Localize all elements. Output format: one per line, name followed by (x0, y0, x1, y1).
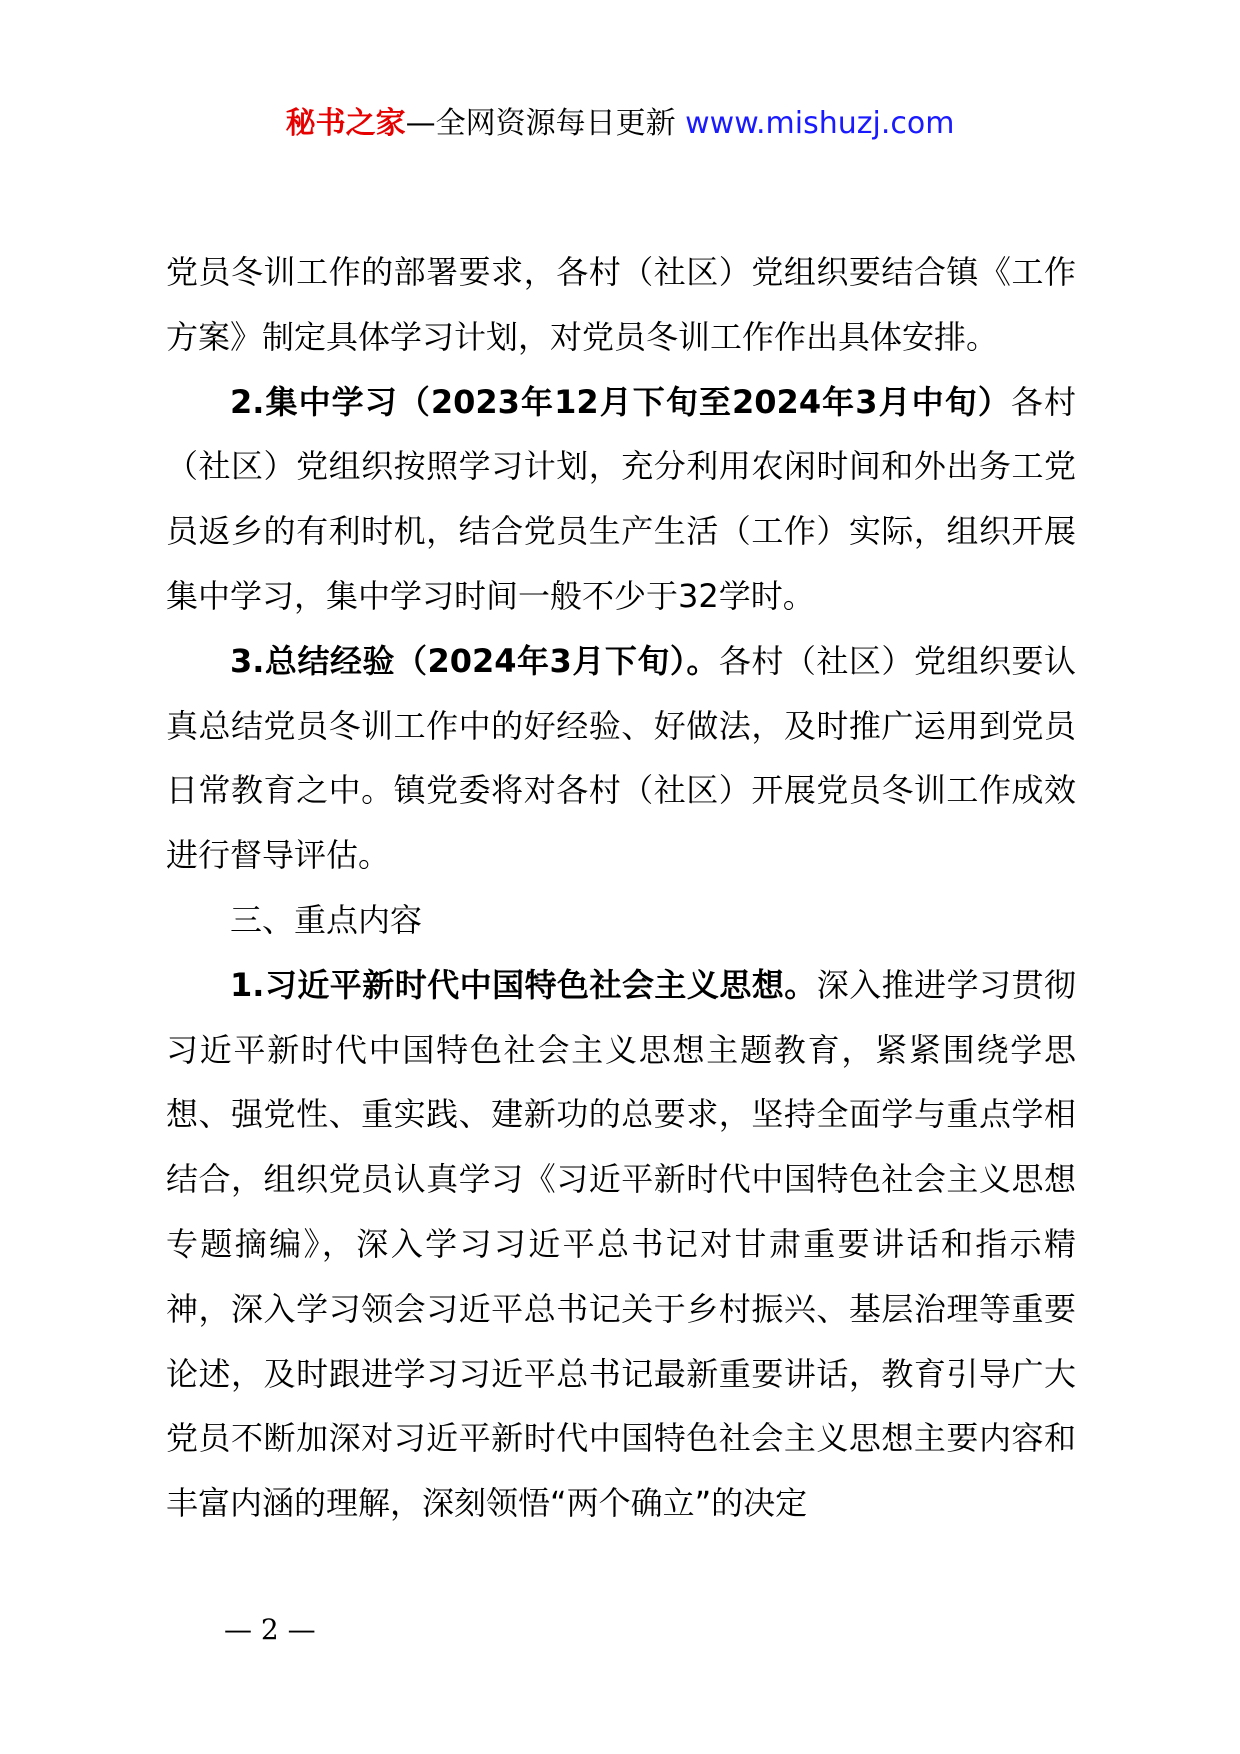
paragraph-4-heading: 1.习近平新时代中国特色社会主义思想。 (230, 965, 817, 1004)
site-header (0, 104, 1240, 144)
site-slogan: —全网资源每日更新 (405, 106, 686, 141)
paragraph-4-text: 深入推进学习贯彻习近平新时代中国特色社会主义思想主题教育，紧紧围绕学思想、强党性、重实践、建新功的总要求，坚持全面学与重点学相结合，组织党员认真学习《习近平新时代中国特色社会主义思想专题摘编》，深入学习习近平总书记对甘肃重要讲话和指示精神，深入学习领会习近平总书记关于乡村振兴、基层治理等重要论述，及时跟进学习习近平总书记最新重要讲话，教育引导广大党员不断加深对习近平新时代中国特色社会主义思想主要内容和丰富内涵的理解，深刻领悟“两个确立”的决定 (166, 965, 1076, 1523)
paragraph-2 (166, 370, 1076, 629)
document-body (166, 240, 1076, 1536)
paragraph-2-heading: 2.集中学习（2023年12月下旬至2024年3月中旬） (230, 382, 1011, 421)
paragraph-3 (166, 629, 1076, 888)
page-number: — 2 — (224, 1613, 316, 1646)
section-heading: 三、重点内容 (230, 900, 423, 939)
paragraph-4 (166, 953, 1076, 1536)
paragraph-2-text: 各村（社区）党组织按照学习计划，充分利用农闲时间和外出务工党员返乡的有利时机，结合党员生产生活（工作）实际，组织开展集中学习，集中学习时间一般不少于32学时。 (166, 382, 1076, 615)
paragraph-3-heading: 3.总结经验（2024年3月下旬）。 (230, 641, 719, 680)
site-brand: 秘书之家 (285, 106, 406, 141)
site-url[interactable]: www.mishuzj.com (685, 106, 955, 141)
paragraph-1: 党员冬训工作的部署要求，各村（社区）党组织要结合镇《工作方案》制定具体学习计划，对党员冬训工作作出具体安排。 (166, 253, 1076, 356)
paragraph-3-text: 各村（社区）党组织要认真总结党员冬训工作中的好经验、好做法，及时推广运用到党员日常教育之中。镇党委将对各村（社区）开展党员冬训工作成效进行督导评估。 (166, 641, 1076, 875)
